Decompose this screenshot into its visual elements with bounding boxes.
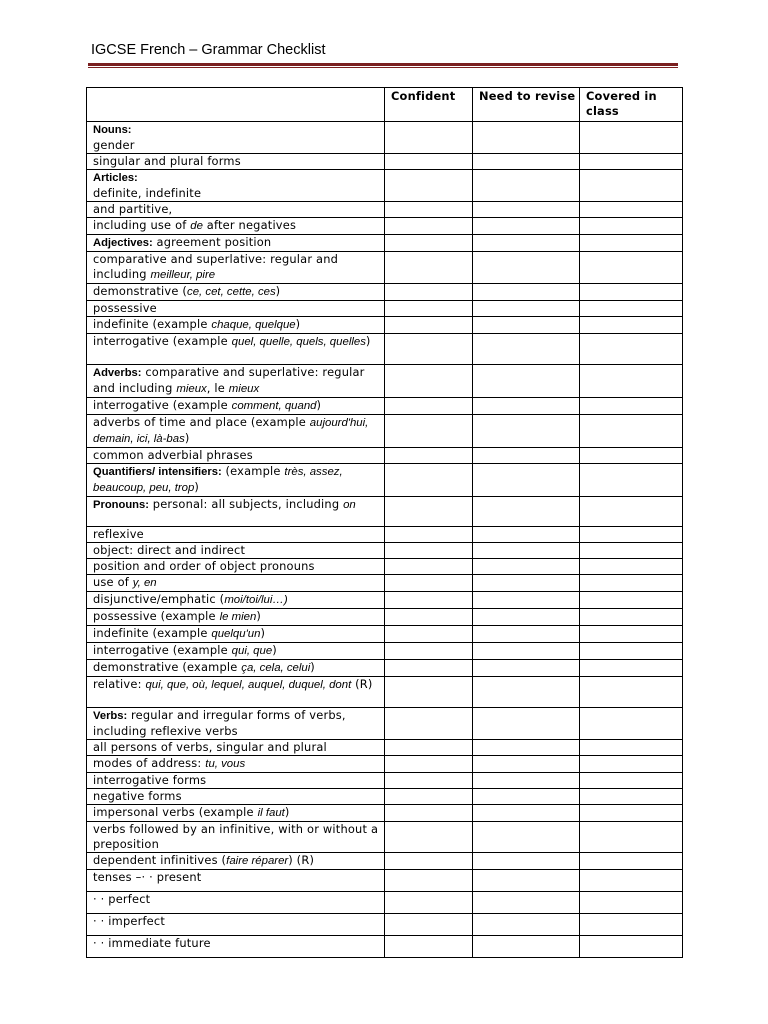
item-text: )	[365, 334, 371, 348]
example-text: ce, cet, cette, ces	[187, 286, 276, 298]
confident-cell[interactable]	[385, 626, 473, 643]
confident-cell[interactable]	[385, 892, 473, 914]
grammar-item	[87, 592, 385, 609]
item-text: modes of address:	[93, 756, 206, 770]
confident-cell[interactable]	[385, 252, 473, 284]
need-to-revise-cell[interactable]	[473, 626, 580, 643]
covered-in-class-cell[interactable]	[580, 708, 683, 740]
table-row	[87, 643, 683, 660]
table-row	[87, 235, 683, 252]
grammar-item	[87, 660, 385, 677]
confident-cell[interactable]	[385, 202, 473, 218]
confident-cell[interactable]	[385, 822, 473, 853]
table-row	[87, 822, 683, 853]
need-to-revise-cell[interactable]	[473, 202, 580, 218]
need-to-revise-cell[interactable]	[473, 740, 580, 756]
example-text: y, en	[132, 577, 157, 589]
need-to-revise-cell[interactable]	[473, 301, 580, 317]
header-need-to-revise: Need to revise	[473, 88, 580, 122]
item-text: negative forms	[93, 789, 182, 803]
need-to-revise-cell[interactable]	[473, 660, 580, 677]
example-text: très, assez, beaucoup, peu, trop	[93, 466, 343, 494]
grammar-item	[87, 773, 385, 789]
confident-cell[interactable]	[385, 334, 473, 365]
grammar-item	[87, 677, 385, 708]
grammar-item	[87, 202, 385, 218]
section-label: Verbs:	[93, 710, 128, 722]
item-text: )	[194, 480, 199, 494]
covered-in-class-cell[interactable]	[580, 870, 683, 892]
need-to-revise-cell[interactable]	[473, 914, 580, 936]
item-text: agreement position	[152, 235, 272, 249]
table-row	[87, 708, 683, 740]
example-text: quelqu'un	[211, 628, 261, 640]
covered-in-class-cell[interactable]	[580, 660, 683, 677]
table-row	[87, 559, 683, 575]
example-text: quel, quelle, quels, quelles	[231, 336, 366, 348]
need-to-revise-cell[interactable]	[473, 677, 580, 708]
grammar-item	[87, 740, 385, 756]
need-to-revise-cell[interactable]	[473, 756, 580, 773]
confident-cell[interactable]	[385, 317, 473, 334]
confident-cell[interactable]	[385, 543, 473, 559]
table-row	[87, 892, 683, 914]
table-row	[87, 398, 683, 415]
need-to-revise-cell[interactable]	[473, 284, 580, 301]
grammar-item	[87, 756, 385, 773]
grammar-item	[87, 853, 385, 870]
table-row	[87, 252, 683, 284]
need-to-revise-cell[interactable]	[473, 252, 580, 284]
grammar-item	[87, 870, 385, 892]
grammar-item	[87, 914, 385, 936]
item-text: regular and irregular forms of verbs, including reflexive verbs	[93, 708, 346, 738]
confident-cell[interactable]	[385, 708, 473, 740]
item-text: verbs followed by an infinitive, with or without a preposition	[93, 822, 379, 851]
grammar-item	[87, 415, 385, 448]
grammar-item	[87, 317, 385, 334]
item-text: )	[310, 660, 315, 674]
grammar-item	[87, 170, 385, 202]
table-row	[87, 914, 683, 936]
item-text: ) (R)	[288, 853, 315, 867]
need-to-revise-cell[interactable]	[473, 559, 580, 575]
covered-in-class-cell[interactable]	[580, 415, 683, 448]
need-to-revise-cell[interactable]	[473, 527, 580, 543]
grammar-item	[87, 527, 385, 543]
confident-cell[interactable]	[385, 122, 473, 154]
confident-cell[interactable]	[385, 415, 473, 448]
grammar-item	[87, 805, 385, 822]
item-text: comparative and superlative: regular and including	[93, 365, 365, 395]
confident-cell[interactable]	[385, 497, 473, 527]
table-row	[87, 415, 683, 448]
confident-cell[interactable]	[385, 592, 473, 609]
need-to-revise-cell[interactable]	[473, 805, 580, 822]
covered-in-class-cell[interactable]	[580, 122, 683, 154]
need-to-revise-cell[interactable]	[473, 464, 580, 497]
section-label: Nouns:	[93, 124, 132, 136]
covered-in-class-cell[interactable]	[580, 527, 683, 543]
need-to-revise-cell[interactable]	[473, 235, 580, 252]
covered-in-class-cell[interactable]	[580, 170, 683, 202]
table-row	[87, 756, 683, 773]
table-row	[87, 464, 683, 497]
item-text: after negatives	[202, 218, 297, 232]
item-text: and partitive,	[93, 202, 173, 216]
need-to-revise-cell[interactable]	[473, 936, 580, 958]
need-to-revise-cell[interactable]	[473, 218, 580, 235]
covered-in-class-cell[interactable]	[580, 464, 683, 497]
table-row	[87, 575, 683, 592]
table-row	[87, 497, 683, 527]
confident-cell[interactable]	[385, 235, 473, 252]
covered-in-class-cell[interactable]	[580, 626, 683, 643]
header-confident: Confident	[385, 88, 473, 122]
covered-in-class-cell[interactable]	[580, 740, 683, 756]
need-to-revise-cell[interactable]	[473, 497, 580, 527]
grammar-item	[87, 822, 385, 853]
example-text: aujourd'hui, demain, ici, là-bas	[93, 417, 369, 445]
grammar-item	[87, 789, 385, 805]
table-row	[87, 527, 683, 543]
covered-in-class-cell[interactable]	[580, 301, 683, 317]
confident-cell[interactable]	[385, 805, 473, 822]
covered-in-class-cell[interactable]	[580, 317, 683, 334]
item-text: interrogative (example	[93, 398, 232, 412]
covered-in-class-cell[interactable]	[580, 773, 683, 789]
checklist-body	[87, 122, 683, 958]
item-text: demonstrative (	[93, 284, 188, 298]
grammar-item	[87, 365, 385, 398]
header-covered-in-class: Covered in class	[580, 88, 683, 122]
header-rule-thin	[88, 67, 678, 68]
grammar-item	[87, 609, 385, 626]
table-row	[87, 626, 683, 643]
example-text: qui, que, où, lequel, auquel, duquel, dont	[145, 679, 352, 691]
confident-cell[interactable]	[385, 559, 473, 575]
grammar-item	[87, 543, 385, 559]
example-text: moi/toi/lui…)	[224, 594, 288, 606]
item-text: dependent infinitives (	[93, 853, 227, 867]
confident-cell[interactable]	[385, 936, 473, 958]
covered-in-class-cell[interactable]	[580, 592, 683, 609]
item-text: position and order of object pronouns	[93, 559, 315, 573]
table-row	[87, 122, 683, 154]
grammar-item	[87, 575, 385, 592]
table-row	[87, 154, 683, 170]
item-text: all persons of verbs, singular and plural	[93, 740, 327, 754]
item-text: )	[260, 626, 266, 640]
covered-in-class-cell[interactable]	[580, 284, 683, 301]
item-text: (example	[221, 464, 285, 478]
grammar-item	[87, 398, 385, 415]
example-text: il faut	[257, 807, 285, 819]
confident-cell[interactable]	[385, 398, 473, 415]
covered-in-class-cell[interactable]	[580, 853, 683, 870]
grammar-item	[87, 936, 385, 958]
table-row	[87, 543, 683, 559]
table-row	[87, 301, 683, 317]
covered-in-class-cell[interactable]	[580, 202, 683, 218]
confident-cell[interactable]	[385, 914, 473, 936]
confident-cell[interactable]	[385, 301, 473, 317]
covered-in-class-cell[interactable]	[580, 575, 683, 592]
table-row	[87, 773, 683, 789]
table-row	[87, 334, 683, 365]
covered-in-class-cell[interactable]	[580, 235, 683, 252]
item-text: )	[295, 317, 301, 331]
grammar-item	[87, 218, 385, 235]
need-to-revise-cell[interactable]	[473, 592, 580, 609]
item-text: )	[272, 643, 277, 657]
need-to-revise-cell[interactable]	[473, 870, 580, 892]
need-to-revise-cell[interactable]	[473, 170, 580, 202]
item-text: interrogative (example	[93, 334, 232, 348]
table-row	[87, 609, 683, 626]
table-row	[87, 677, 683, 708]
confident-cell[interactable]	[385, 677, 473, 708]
table-row	[87, 660, 683, 677]
covered-in-class-cell[interactable]	[580, 789, 683, 805]
grammar-item	[87, 448, 385, 464]
covered-in-class-cell[interactable]	[580, 218, 683, 235]
confident-cell[interactable]	[385, 740, 473, 756]
item-text: reflexive	[93, 527, 144, 541]
header-rule-thick	[88, 63, 678, 66]
example-text: comment, quand	[231, 400, 317, 412]
item-text: )	[275, 284, 281, 298]
table-row	[87, 202, 683, 218]
covered-in-class-cell[interactable]	[580, 365, 683, 398]
item-text: interrogative (example	[93, 643, 232, 657]
confident-cell[interactable]	[385, 464, 473, 497]
covered-in-class-cell[interactable]	[580, 677, 683, 708]
item-text: · · imperfect	[93, 914, 166, 928]
grammar-item	[87, 252, 385, 284]
confident-cell[interactable]	[385, 527, 473, 543]
example-text: mieux	[176, 383, 207, 395]
table-row	[87, 365, 683, 398]
grammar-item	[87, 284, 385, 301]
confident-cell[interactable]	[385, 756, 473, 773]
item-text: tenses –· · present	[93, 870, 202, 884]
item-text: disjunctive/emphatic (	[93, 592, 225, 606]
item-text: )	[184, 431, 190, 445]
example-text: faire réparer	[226, 855, 289, 867]
table-row	[87, 448, 683, 464]
table-row	[87, 284, 683, 301]
item-text: impersonal verbs (example	[93, 805, 258, 819]
grammar-item	[87, 497, 385, 527]
confident-cell[interactable]	[385, 218, 473, 235]
item-text: including use of	[93, 218, 191, 232]
confident-cell[interactable]	[385, 284, 473, 301]
covered-in-class-cell[interactable]	[580, 252, 683, 284]
covered-in-class-cell[interactable]	[580, 914, 683, 936]
table-row	[87, 170, 683, 202]
table-row	[87, 740, 683, 756]
covered-in-class-cell[interactable]	[580, 334, 683, 365]
example-text: mieux	[228, 383, 260, 395]
need-to-revise-cell[interactable]	[473, 789, 580, 805]
item-text: demonstrative (example	[93, 660, 242, 674]
item-text: )	[284, 805, 290, 819]
section-label: Pronouns:	[93, 499, 149, 511]
item-text: comparative and superlative: regular and including	[93, 252, 339, 281]
need-to-revise-cell[interactable]	[473, 575, 580, 592]
covered-in-class-cell[interactable]	[580, 805, 683, 822]
grammar-item	[87, 464, 385, 497]
grammar-item	[87, 559, 385, 575]
item-text: singular and plural forms	[93, 154, 241, 168]
need-to-revise-cell[interactable]	[473, 643, 580, 660]
need-to-revise-cell[interactable]	[473, 122, 580, 154]
item-text: , le	[206, 381, 229, 395]
grammar-item	[87, 235, 385, 252]
table-row	[87, 789, 683, 805]
confident-cell[interactable]	[385, 365, 473, 398]
confident-cell[interactable]	[385, 870, 473, 892]
need-to-revise-cell[interactable]	[473, 822, 580, 853]
table-row	[87, 218, 683, 235]
table-row	[87, 936, 683, 958]
confident-cell[interactable]	[385, 853, 473, 870]
covered-in-class-cell[interactable]	[580, 936, 683, 958]
example-text: ça, cela, celui	[241, 662, 311, 674]
confident-cell[interactable]	[385, 575, 473, 592]
confident-cell[interactable]	[385, 660, 473, 677]
item-text: indefinite (example	[93, 317, 212, 331]
table-row	[87, 805, 683, 822]
item-text: · · perfect	[93, 892, 151, 906]
item-text: indefinite (example	[93, 626, 212, 640]
header-item	[87, 88, 385, 122]
section-label: Quantifiers/ intensifiers:	[93, 466, 222, 478]
covered-in-class-cell[interactable]	[580, 448, 683, 464]
table-row	[87, 870, 683, 892]
table-row	[87, 317, 683, 334]
need-to-revise-cell[interactable]	[473, 398, 580, 415]
item-text: adverbs of time and place (example	[93, 415, 310, 429]
need-to-revise-cell[interactable]	[473, 154, 580, 170]
confident-cell[interactable]	[385, 170, 473, 202]
example-text: meilleur, pire	[150, 269, 216, 281]
covered-in-class-cell[interactable]	[580, 497, 683, 527]
need-to-revise-cell[interactable]	[473, 365, 580, 398]
example-text: chaque, quelque	[211, 319, 296, 331]
document-title: IGCSE French – Grammar Checklist	[91, 42, 326, 58]
item-text: gender	[93, 138, 135, 152]
covered-in-class-cell[interactable]	[580, 543, 683, 559]
need-to-revise-cell[interactable]	[473, 708, 580, 740]
example-text: qui, que	[231, 645, 273, 657]
confident-cell[interactable]	[385, 448, 473, 464]
need-to-revise-cell[interactable]	[473, 415, 580, 448]
grammar-item	[87, 626, 385, 643]
confident-cell[interactable]	[385, 609, 473, 626]
item-text: · · immediate future	[93, 936, 211, 950]
grammar-item	[87, 301, 385, 317]
need-to-revise-cell[interactable]	[473, 543, 580, 559]
item-text: possessive	[93, 301, 157, 315]
grammar-item	[87, 334, 385, 365]
item-text: definite, indefinite	[93, 186, 202, 200]
item-text: personal: all subjects, including	[148, 497, 344, 511]
confident-cell[interactable]	[385, 773, 473, 789]
item-text: )	[256, 609, 261, 623]
item-text: (R)	[351, 677, 373, 691]
covered-in-class-cell[interactable]	[580, 609, 683, 626]
confident-cell[interactable]	[385, 643, 473, 660]
item-text: interrogative forms	[93, 773, 207, 787]
item-text: use of	[93, 575, 133, 589]
section-label: Adverbs:	[93, 367, 142, 379]
need-to-revise-cell[interactable]	[473, 892, 580, 914]
item-text: object: direct and indirect	[93, 543, 246, 557]
grammar-item	[87, 154, 385, 170]
grammar-item	[87, 122, 385, 154]
example-text: de	[190, 220, 203, 232]
example-text: tu, vous	[205, 758, 246, 770]
covered-in-class-cell[interactable]	[580, 756, 683, 773]
item-text: possessive (example	[93, 609, 220, 623]
table-row	[87, 592, 683, 609]
covered-in-class-cell[interactable]	[580, 822, 683, 853]
confident-cell[interactable]	[385, 789, 473, 805]
need-to-revise-cell[interactable]	[473, 773, 580, 789]
item-text: )	[316, 398, 322, 412]
confident-cell[interactable]	[385, 154, 473, 170]
section-label: Articles:	[93, 172, 138, 184]
item-text: relative:	[93, 677, 146, 691]
covered-in-class-cell[interactable]	[580, 559, 683, 575]
need-to-revise-cell[interactable]	[473, 853, 580, 870]
example-text: on	[343, 499, 356, 511]
grammar-item	[87, 643, 385, 660]
section-label: Adjectives:	[93, 237, 153, 249]
covered-in-class-cell[interactable]	[580, 892, 683, 914]
need-to-revise-cell[interactable]	[473, 609, 580, 626]
need-to-revise-cell[interactable]	[473, 334, 580, 365]
need-to-revise-cell[interactable]	[473, 317, 580, 334]
table-header-row	[87, 88, 683, 122]
grammar-checklist-table	[86, 87, 683, 958]
covered-in-class-cell[interactable]	[580, 154, 683, 170]
covered-in-class-cell[interactable]	[580, 398, 683, 415]
item-text: common adverbial phrases	[93, 448, 253, 462]
example-text: le mien	[219, 611, 257, 623]
covered-in-class-cell[interactable]	[580, 643, 683, 660]
need-to-revise-cell[interactable]	[473, 448, 580, 464]
grammar-item	[87, 892, 385, 914]
table-row	[87, 853, 683, 870]
grammar-item	[87, 708, 385, 740]
